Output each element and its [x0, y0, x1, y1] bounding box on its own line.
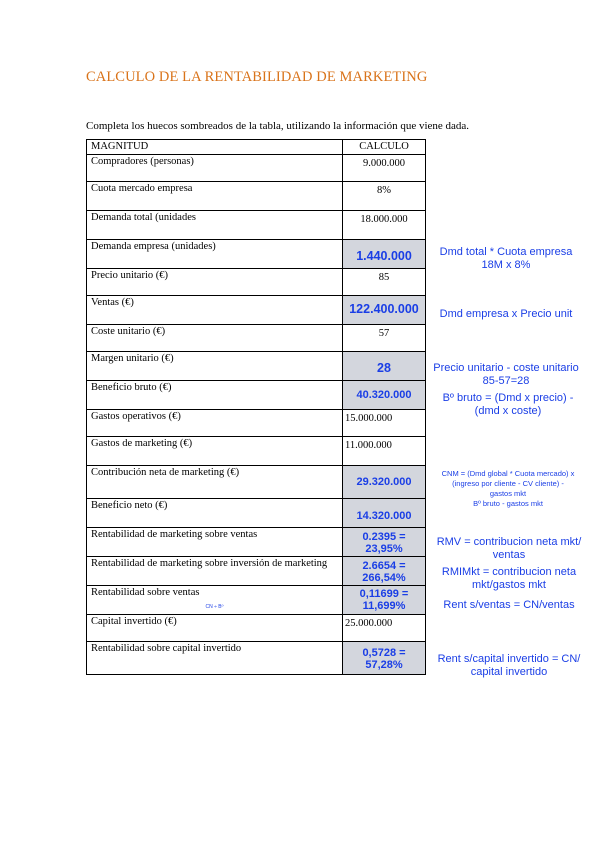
table-row	[87, 437, 426, 466]
row-value: 8%	[343, 182, 426, 211]
note-rmimkt: RMIMkt = contribucion neta mkt/gastos mkt	[441, 566, 577, 591]
row-label: Beneficio bruto (€)	[87, 381, 343, 410]
row-value[interactable]: 122.400.000	[343, 296, 426, 325]
table-row	[87, 557, 426, 586]
calculation-table	[86, 139, 426, 675]
row-label: Capital invertido (€)	[87, 615, 343, 642]
header-magnitud: MAGNITUD	[87, 140, 343, 155]
row-value[interactable]: 0,11699 = 11,699%	[343, 586, 426, 615]
row-label: Gastos de marketing (€)	[87, 437, 343, 466]
row-value[interactable]: 0,5728 = 57,28%	[343, 642, 426, 675]
table-row	[87, 182, 426, 211]
note-beneficio-bruto: Bº bruto = (Dmd x precio) - (dmd x coste)	[442, 392, 574, 417]
row-label: Precio unitario (€)	[87, 269, 343, 296]
row-value: 9.000.000	[343, 155, 426, 182]
formula-hint: CN ÷ Bº	[205, 604, 224, 610]
row-label: Coste unitario (€)	[87, 325, 343, 352]
table-row	[87, 352, 426, 381]
row-label: Rentabilidad de marketing sobre inversión de marketing	[87, 557, 343, 586]
note-rmv: RMV = contribucion neta mkt/ ventas	[436, 536, 582, 561]
table-row	[87, 615, 426, 642]
note-margen: Precio unitario - coste unitario 85-57=28	[433, 362, 579, 387]
row-label: Beneficio neto (€)	[87, 499, 343, 528]
header-calculo: CALCULO	[343, 140, 426, 155]
table-row	[87, 499, 426, 528]
row-value: 57	[343, 325, 426, 352]
table-row	[87, 211, 426, 240]
note-rent-ventas: Rent s/ventas = CN/ventas	[443, 599, 575, 611]
row-value[interactable]: 28	[343, 352, 426, 381]
note-ventas: Dmd empresa x Precio unit	[439, 308, 573, 320]
row-label: Demanda total (unidades	[87, 211, 343, 240]
row-value[interactable]: 29.320.000	[343, 466, 426, 499]
row-label: Compradores (personas)	[87, 155, 343, 182]
row-label: Rentabilidad de marketing sobre ventas	[87, 528, 343, 557]
row-label: Rentabilidad sobre ventas CN ÷ Bº	[87, 586, 343, 615]
page-title: CALCULO DE LA RENTABILIDAD DE MARKETING	[86, 69, 428, 85]
row-label: Ventas (€)	[87, 296, 343, 325]
row-value: 85	[343, 269, 426, 296]
row-value: 11.000.000	[343, 437, 426, 466]
table-row	[87, 528, 426, 557]
row-label: Rentabilidad sobre capital invertido	[87, 642, 343, 675]
table-row	[87, 240, 426, 269]
intro-text: Completa los huecos sombreados de la tabla, utilizando la información que viene dada.	[86, 120, 470, 132]
table-row	[87, 410, 426, 437]
row-label: Gastos operativos (€)	[87, 410, 343, 437]
table-row	[87, 586, 426, 615]
table-row	[87, 642, 426, 675]
row-value: 15.000.000	[343, 410, 426, 437]
row-value: 18.000.000	[343, 211, 426, 240]
row-value[interactable]: 0.2395 = 23,95%	[343, 528, 426, 557]
table-row	[87, 381, 426, 410]
note-cnm: CNM = (Dmd global * Cuota mercado) x (ingreso por cliente - CV cliente) - gastos mkt Bº bruto - gastos mkt	[441, 469, 575, 508]
row-value[interactable]: 2.6654 = 266,54%	[343, 557, 426, 586]
row-value[interactable]: 1.440.000	[343, 240, 426, 269]
row-value[interactable]: 40.320.000	[343, 381, 426, 410]
row-label: Contribución neta de marketing (€)	[87, 466, 343, 499]
table-row	[87, 155, 426, 182]
row-label: Cuota mercado empresa	[87, 182, 343, 211]
row-label: Margen unitario (€)	[87, 352, 343, 381]
row-value: 25.000.000	[343, 615, 426, 642]
note-rent-capital: Rent s/capital invertido = CN/ capital invertido	[437, 653, 581, 678]
row-value[interactable]: 14.320.000	[343, 499, 426, 528]
table-row	[87, 296, 426, 325]
table-row	[87, 466, 426, 499]
table-header-row	[87, 140, 426, 155]
note-demanda-empresa: Dmd total * Cuota empresa 18M x 8%	[439, 246, 573, 271]
row-label: Demanda empresa (unidades)	[87, 240, 343, 269]
table-row	[87, 269, 426, 296]
table-row	[87, 325, 426, 352]
